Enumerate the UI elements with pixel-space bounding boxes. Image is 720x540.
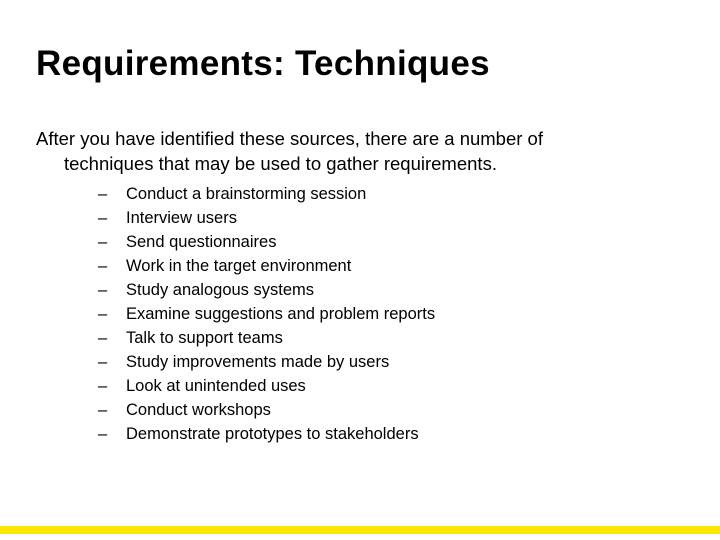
dash-bullet-icon: – [98, 425, 108, 443]
list-item [98, 230, 684, 254]
footer-white-strip [0, 534, 720, 540]
list-item [98, 350, 684, 374]
dash-bullet-icon: – [98, 401, 108, 419]
lead-paragraph [36, 126, 684, 176]
list-item-label: Demonstrate prototypes to stakeholders [126, 425, 419, 443]
list-item [98, 302, 684, 326]
page-title: Requirements: Techniques [36, 44, 490, 83]
list-item [98, 422, 684, 446]
list-item-label: Look at unintended uses [126, 377, 306, 395]
dash-bullet-icon: – [98, 377, 108, 395]
dash-bullet-icon: – [98, 353, 108, 371]
list-item-label: Conduct workshops [126, 401, 271, 419]
list-item-label: Interview users [126, 209, 237, 227]
dash-bullet-icon: – [98, 233, 108, 251]
list-item-label: Study improvements made by users [126, 353, 390, 371]
dash-bullet-icon: – [98, 305, 108, 323]
list-item-label: Work in the target environment [126, 257, 352, 275]
dash-bullet-icon: – [98, 209, 108, 227]
techniques-list [36, 182, 684, 446]
list-item [98, 326, 684, 350]
list-item-label: Talk to support teams [126, 329, 283, 347]
dash-bullet-icon: – [98, 329, 108, 347]
list-item [98, 206, 684, 230]
lead-paragraph-line-2: techniques that may be used to gather requirements. [64, 153, 497, 174]
list-item-label: Examine suggestions and problem reports [126, 305, 436, 323]
dash-bullet-icon: – [98, 281, 108, 299]
dash-bullet-icon: – [98, 185, 108, 203]
list-item-label: Send questionnaires [126, 233, 277, 251]
dash-bullet-icon: – [98, 257, 108, 275]
list-item [98, 182, 684, 206]
list-item [98, 398, 684, 422]
lead-paragraph-line-1: After you have identified these sources, there are a number of [36, 128, 543, 149]
list-item-label: Study analogous systems [126, 281, 315, 299]
list-item [98, 254, 684, 278]
list-item-label: Conduct a brainstorming session [126, 185, 367, 203]
list-item [98, 278, 684, 302]
list-item [98, 374, 684, 398]
slide-body [36, 126, 684, 446]
